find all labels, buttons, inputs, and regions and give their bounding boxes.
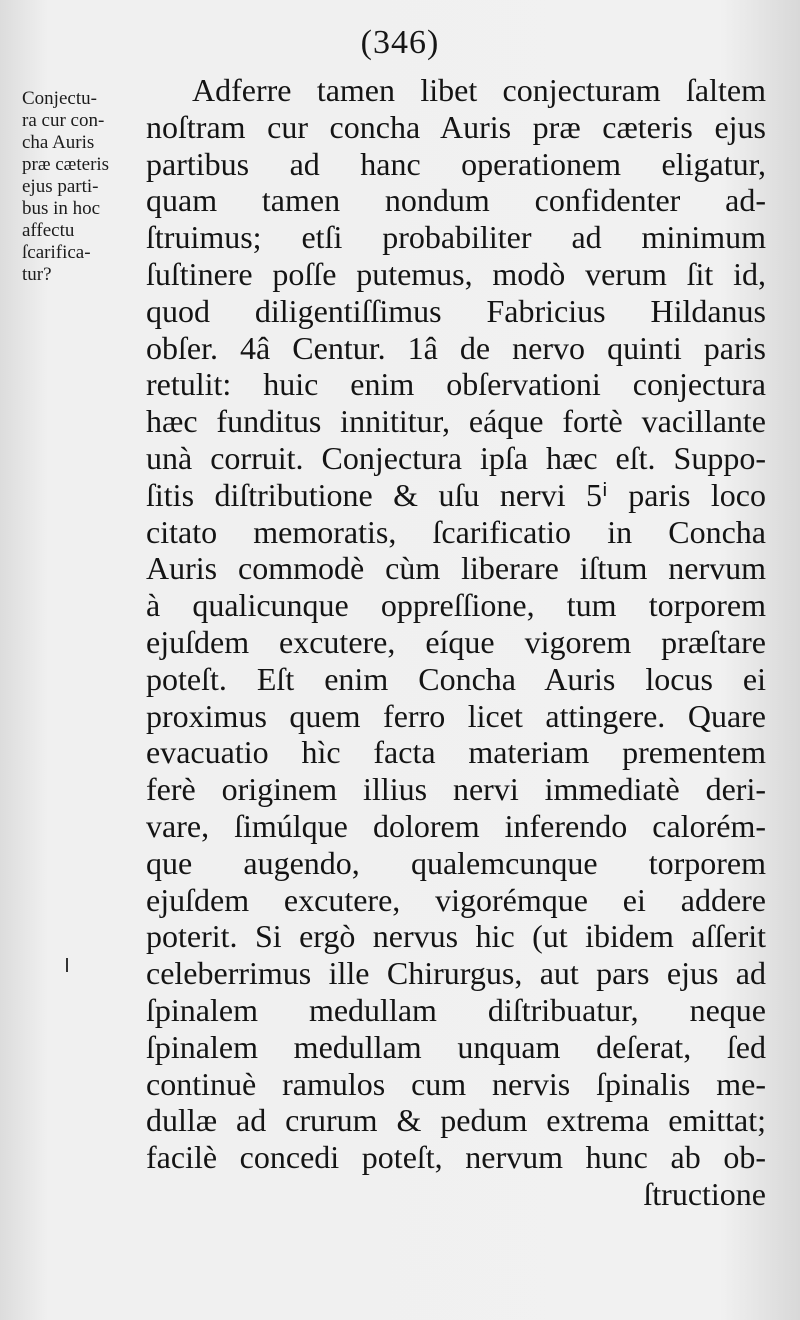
- margin-note-line: bus in hoc: [22, 198, 101, 219]
- text-line: evacuatio hìc facta materiam prementem: [146, 734, 766, 771]
- text-line: à qualicunque oppreſſione, tum torporem: [146, 587, 766, 624]
- text-line: celeberrimus ille Chirurgus, aut pars ejus ad: [146, 955, 766, 992]
- text-line: Auris commodè cùm liberare iſtum nervum: [146, 550, 766, 587]
- text-line: poterit. Si ergò nervus hic (ut ibidem aſſerit: [146, 918, 766, 955]
- text-line: ſtruimus; etſi probabiliter ad minimum: [146, 219, 766, 256]
- text-line: dullæ ad crurum & pedum extrema emittat;: [146, 1102, 766, 1139]
- margin-note-line: ejus parti-: [22, 176, 99, 197]
- text-line: ſuſtinere poſſe putemus, modò verum ſit id,: [146, 255, 766, 292]
- text-line: noſtram cur concha Auris præ cæteris ejus: [146, 108, 766, 145]
- text-line: obſer. 4â Centur. 1â de nervo quinti paris: [146, 329, 766, 366]
- margin-note-line: Conjectu-: [22, 88, 97, 109]
- text-line: vare, ſimúlque dolorem inferendo calorém-: [146, 807, 766, 844]
- text-line: ſitis diſtributione & uſu nervi 5ⁱ paris loco: [146, 476, 766, 513]
- margin-note-line: affectu: [22, 220, 75, 241]
- text-line: retulit: huic enim obſervationi conjectura: [146, 366, 766, 403]
- text-line: quod diligentiſſimus Fabricius Hildanus: [146, 292, 766, 329]
- margin-note-line: ſcarifica-: [22, 242, 91, 263]
- margin-note-line: cha Auris: [22, 132, 95, 153]
- page-number: (346): [360, 24, 440, 61]
- text-line: poteſt. Eſt enim Concha Auris locus ei: [146, 660, 766, 697]
- margin-note: [22, 88, 147, 286]
- text-line: Adferre tamen libet conjecturam ſaltem: [192, 72, 766, 108]
- margin-note-line: præ cæteris: [22, 154, 110, 175]
- text-line: hæc funditus innititur, eáque fortè vacillante: [146, 403, 766, 440]
- text-line: ſpinalem medullam unquam deſerat, ſed: [146, 1028, 766, 1065]
- text-line: citato memoratis, ſcarificatio in Concha: [146, 513, 766, 550]
- text-line: facilè concedi poteſt, nervum hunc ab ob-: [146, 1139, 766, 1176]
- text-line: continuè ramulos cum nervis ſpinalis me-: [146, 1065, 766, 1102]
- text-line: quam tamen nondum confidenter ad-: [146, 182, 766, 219]
- ink-mark: [66, 958, 68, 972]
- margin-note-line: tur?: [22, 264, 52, 285]
- text-line: ſpinalem medullam diſtribuatur, neque: [146, 991, 766, 1028]
- margin-note-line: ra cur con-: [22, 110, 105, 131]
- text-line: ferè originem illius nervi immediatè deri-: [146, 771, 766, 808]
- catchword: ſtructione: [643, 1175, 766, 1212]
- body-text: [146, 72, 766, 1213]
- text-line: proximus quem ferro licet attingere. Quare: [146, 697, 766, 734]
- text-line: ejuſdem excutere, eíque vigorem præſtare: [146, 623, 766, 660]
- text-line: ejuſdem excutere, vigorémque ei addere: [146, 881, 766, 918]
- text-line: partibus ad hanc operationem eligatur,: [146, 145, 766, 182]
- text-line: unà corruit. Conjectura ipſa hæc eſt. Suppo-: [146, 439, 766, 476]
- text-line: que augendo, qualemcunque torporem: [146, 844, 766, 881]
